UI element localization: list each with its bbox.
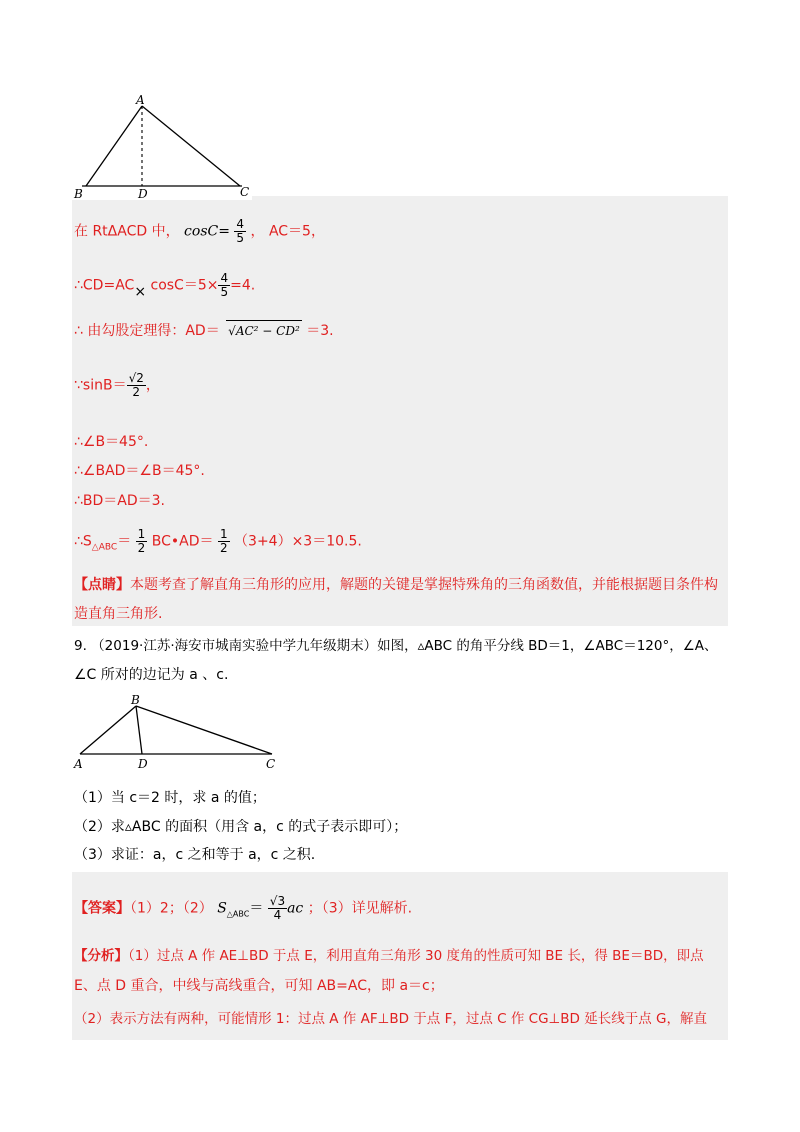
problem-9-line-1: 9. （2019·江苏·海安市城南实验中学九年级期末）如图，▵ABC 的角平分线 BD＝1，∠ABC＝120°，∠A、 — [74, 638, 718, 654]
vertex-a-label: A — [136, 93, 145, 107]
solution-line-8: $\therefore S_{\triangle ABC}=$ $\frac{1}{2}$ BC•AD＝ $\frac{1}{2}$ （3+4）×3＝10.5. — [74, 527, 362, 555]
comment-line-2: 造直角三角形. — [74, 606, 163, 622]
solution-line-7: ∴BD＝AD＝3. — [74, 493, 166, 509]
bisector-bd — [136, 706, 142, 754]
vertex-d-label: D — [138, 757, 148, 771]
vertex-a-label: A — [74, 757, 83, 771]
triangle-figure-1 — [72, 90, 252, 200]
solution-line-3: ∴ 由勾股定理得：AD＝ √AC² − CD² ＝3. — [74, 320, 334, 341]
figure-white-gap — [252, 96, 728, 196]
answer-line: 【答案】（1）2；（2） $S_{\triangle ABC}=$ $\frac{√3}{4}$ ac ；（3）详见解析. — [74, 894, 413, 922]
question-1: （1）当 c＝2 时，求 a 的值； — [74, 790, 266, 806]
comment-line-1: 【点睛】本题考查了解直角三角形的应用，解题的关键是掌握特殊角的三角函数值，并能根据题目条件构 — [74, 577, 718, 593]
question-3: （3）求证：a，c 之和等于 a，c 之积. — [74, 847, 316, 863]
vertex-b-label: B — [131, 693, 140, 707]
side-bc — [136, 706, 272, 754]
analysis-line-3: （2）表示方法有两种，可能情形 1：过点 A 作 AF⊥BD 于点 F，过点 C 作 CG⊥BD 延长线于点 G，解直 — [74, 1011, 707, 1027]
analysis-line-2: E、点 D 重合，中线与高线重合，可知 AB=AC，即 a＝c； — [74, 978, 444, 994]
question-2: （2）求▵ABC 的面积（用含 a，c 的式子表示即可）； — [74, 819, 408, 835]
sqrt-expression: √AC² − CD² — [226, 320, 302, 341]
analysis-line-1: 【分析】（1）过点 A 作 AE⊥BD 于点 E，利用直角三角形 30 度角的性质可知 BE 长，得 BE＝BD，即点 — [74, 948, 704, 964]
solution-line-5: ∴∠B＝45°. — [74, 434, 149, 450]
solution-line-4: ∵sinB＝ $\frac{√2}{2}$ ， — [74, 371, 160, 399]
problem-9-line-2: ∠C 所对的边记为 a 、c. — [74, 667, 229, 683]
side-ab — [80, 706, 136, 754]
solution-line-6: ∴∠BAD＝∠B＝45°. — [74, 463, 205, 479]
vertex-b-label: B — [74, 187, 83, 200]
triangle-figure-2 — [72, 692, 282, 772]
vertex-c-label: C — [240, 185, 250, 199]
solution-line-1: 在 RtΔACD 中， cosC= $\frac{4}{5}$ ， AC＝5， — [74, 217, 325, 245]
vertex-c-label: C — [266, 757, 276, 771]
vertex-d-label: D — [138, 187, 148, 200]
solution-line-2: ∴CD=AC× cosC＝5× $\frac{4}{5}$ =4. — [74, 271, 256, 300]
